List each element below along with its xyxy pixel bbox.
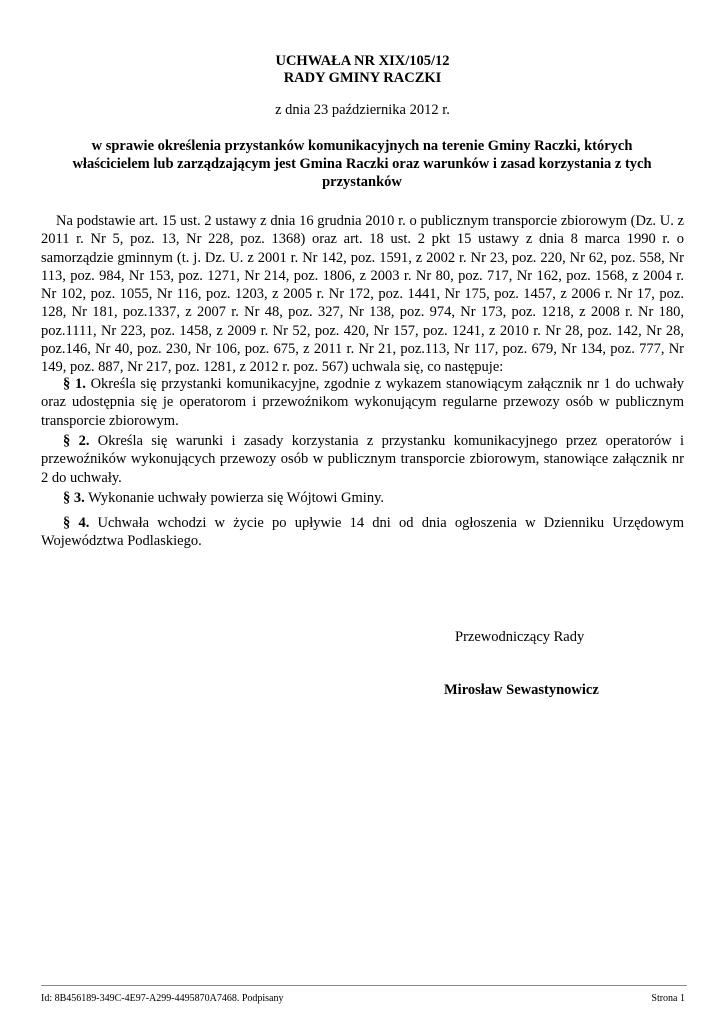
resolution-date: z dnia 23 października 2012 r. bbox=[275, 102, 450, 118]
section-2 bbox=[41, 432, 684, 487]
section-1 bbox=[41, 375, 684, 430]
section-text: Określa się warunki i zasady korzystania z przystanku komunikacyjnego przez operatorów i przewoźników wykonujących przewozy osób w publicznym transporcie zbiorowym, stanowiące załącznik nr 2 do uchwały. bbox=[41, 433, 684, 486]
section-text: Wykonanie uchwały powierza się Wójtowi Gminy. bbox=[84, 490, 385, 506]
section-number: § 2. bbox=[63, 433, 90, 449]
signature-title: Przewodniczący Rady bbox=[455, 629, 585, 645]
legal-basis-paragraph: Na podstawie art. 15 ust. 2 ustawy z dnia 16 grudnia 2010 r. o publicznym transporcie zbiorowym (Dz. U. z 2011 r. Nr 5, poz. 13, Nr 228, poz. 1368) oraz art. 18 ust. 2 pkt 15 ustawy z dnia 8 marca 1990 r. o samorządzie gminnym (t. j. Dz. U. z 2001 r. Nr 142, poz. 1591, z 2002 r. Nr 23, poz. 220, Nr 62, poz. 558, Nr 113, poz. 984, Nr 153, poz. 1271, Nr 214, poz. 1806, z 2003 r. Nr 80, poz. 717, Nr 162, poz. 1568, z 2004 r. Nr 102, poz. 1055, Nr 116, poz. 1203, z 2005 r. Nr 172, poz. 1441, Nr 175, poz. 1457, z 2006 r. Nr 17, poz. 128, Nr 181, poz.1337, z 2007 r. Nr 48, poz. 327, Nr 138, poz. 974, Nr 173, poz. 1218, z 2008 r. Nr 180, poz.1111, Nr 223, poz. 1458, z 2009 r. Nr 52, poz. 420, Nr 157, poz. 1241, z 2010 r. Nr 28, poz. 142, Nr 28, poz.146, Nr 40, poz. 230, Nr 106, poz. 675, z 2011 r. Nr 21, poz.113, Nr 117, poz. 679, Nr 134, poz. 777, Nr 149, poz. 887, Nr 217, poz. 1281, z 2012 r. poz. 567) uchwala się, co następuje: bbox=[41, 213, 684, 376]
section-number: § 3. bbox=[63, 490, 85, 506]
section-number: § 4. bbox=[63, 515, 90, 531]
council-name: RADY GMINY RACZKI bbox=[283, 70, 442, 86]
signature-name: Mirosław Sewastynowicz bbox=[444, 682, 599, 698]
section-text: Określa się przystanki komunikacyjne, zgodnie z wykazem stanowiącym załącznik nr 1 do uchwały oraz udostępnia się je operatorom i przewoźnikom wykonującym regularne przewozy osób w publicznym transporcie zbiorowym. bbox=[41, 376, 684, 429]
section-number: § 1. bbox=[63, 376, 86, 392]
footer-divider bbox=[41, 985, 687, 986]
section-3 bbox=[41, 489, 684, 507]
footer-page-number: Strona 1 bbox=[651, 993, 685, 1004]
resolution-subject: w sprawie określenia przystanków komunikacyjnych na terenie Gminy Raczki, których właścicielem lub zarządzającym jest Gmina Raczki oraz warunków i zasad korzystania z tych przystanków bbox=[72, 138, 652, 190]
section-text: Uchwała wchodzi w życie po upływie 14 dni od dnia ogłoszenia w Dzienniku Urzędowym Województwa Podlaskiego. bbox=[41, 515, 685, 550]
section-4 bbox=[41, 514, 684, 551]
resolution-number: UCHWAŁA NR XIX/105/12 bbox=[275, 53, 450, 69]
footer-document-id: Id: 8B456189-349C-4E97-A299-4495870A7468. Podpisany bbox=[41, 993, 284, 1004]
